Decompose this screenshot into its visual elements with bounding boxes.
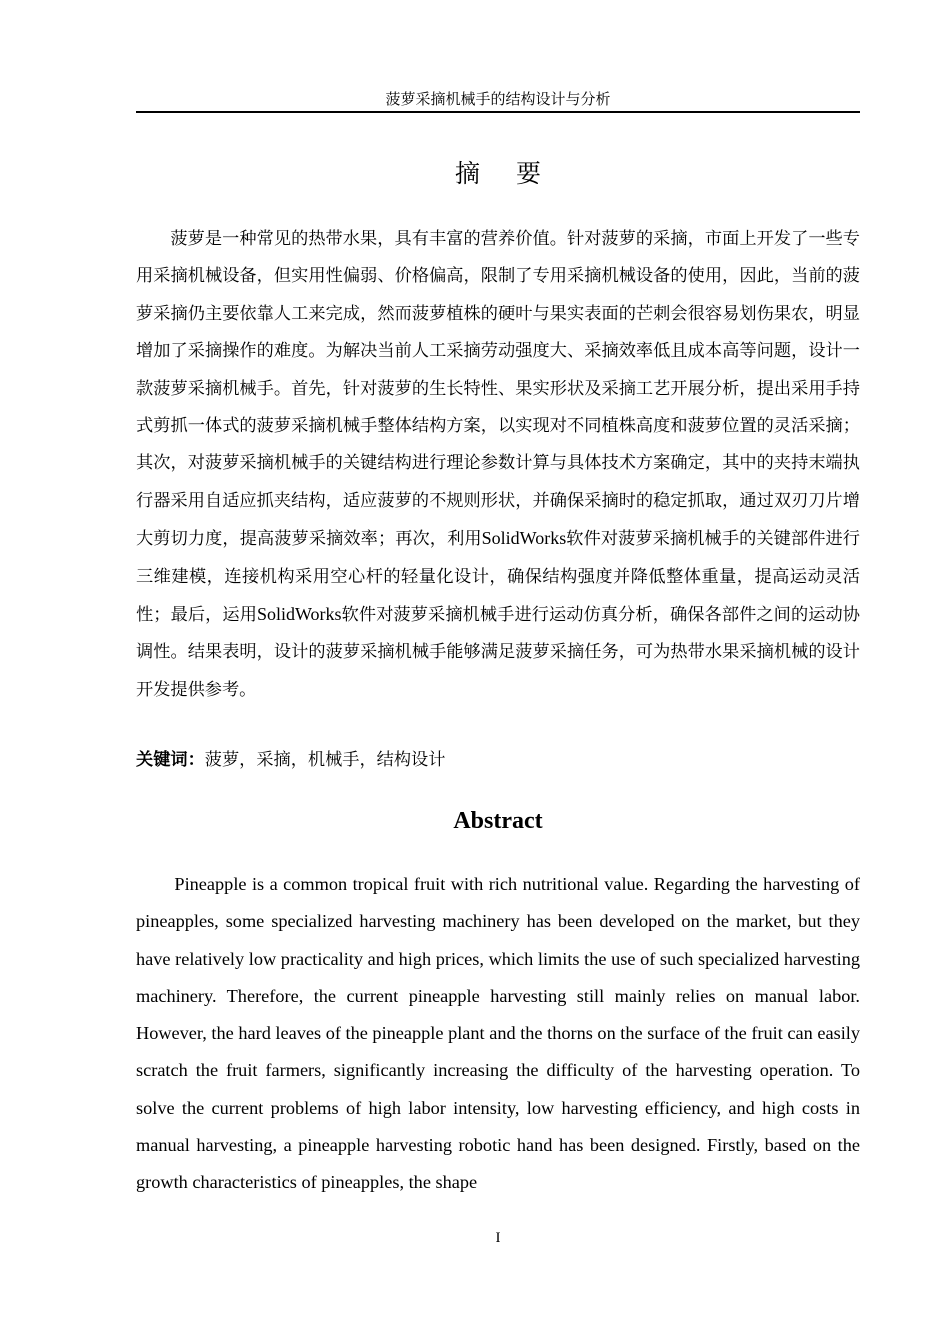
abstract-cn-text-2: 软件对菠萝采摘机械手的关键部件进行三维建模，连接机构采用空心杆的轻量化设计，确保结构强度并降低整体重量，提高运动灵活性；最后，运用: [136, 529, 860, 626]
abstract-cn-text-1: 菠萝是一种常见的热带水果，具有丰富的营养价值。针对菠萝的采摘，市面上开发了一些专用采摘机械设备，但实用性偏弱、价格偏高，限制了专用采摘机械设备的使用，因此，当前的菠萝采摘仍主要依靠人工来完成，然而菠萝植株的硬叶与果实表面的芒刺会很容易划伤果农，明显增加了采摘操作的难度。为解决当前人工采摘劳动强度大、采摘效率低且成本高等问题，设计一款菠萝采摘机械手。首先，针对菠萝的生长特性、果实形状及采摘工艺开展分析，提出采用手持式剪抓一体式的菠萝采摘机械手整体结构方案，以实现对不同植株高度和菠萝位置的灵活采摘；其次，对菠萝采摘机械手的关键结构进行理论参数计算与具体技术方案确定，其中的夹持末端执行器采用自适应抓夹结构，适应菠萝的不规则形状，并确保采摘时的稳定抓取，通过双刃刀片增大剪切力度，提高菠萝采摘效率；再次，利用: [136, 229, 860, 550]
abstract-cn-paragraph: [136, 221, 860, 709]
header-divider: [136, 111, 860, 113]
abstract-en-title: Abstract: [453, 808, 543, 834]
abstract-cn-text-3: 软件对菠萝采摘机械手进行运动仿真分析，确保各部件之间的运动协调性。结果表明，设计的菠萝采摘机械手能够满足菠萝采摘任务，可为热带水果采摘机械的设计开发提供参考。: [136, 605, 860, 700]
software-name-1: SolidWorks: [481, 528, 567, 549]
page-number: I: [495, 1230, 501, 1246]
abstract-en-paragraph: Pineapple is a common tropical fruit with rich nutritional value. Regarding the harvesting of pineapples, some specialized harvesting machinery has been developed on the market, but they have relatively low practicality and high prices, which limits the use of such specialized harvesting machinery. Therefore, the current pineapple harvesting still mainly relies on manual labor. However, the hard leaves of the pineapple plant and the thorns on the surface of the fruit can easily scratch the fruit farmers, significantly increasing the difficulty of the harvesting operation. To solve the current problems of high labor intensity, low harvesting efficiency, and high costs in manual harvesting, a pineapple harvesting robotic hand has been designed. Firstly, based on the growth characteristics of pineapples, the shape: [136, 874, 860, 1193]
keywords-label: 关键词：: [136, 750, 205, 770]
software-name-2: SolidWorks: [256, 604, 342, 625]
abstract-cn-title: 摘 要: [455, 159, 555, 188]
keywords-text: 菠萝，采摘，机械手，结构设计: [204, 750, 446, 770]
running-header: 菠萝采摘机械手的结构设计与分析: [385, 90, 611, 108]
keywords-line: [136, 742, 860, 779]
